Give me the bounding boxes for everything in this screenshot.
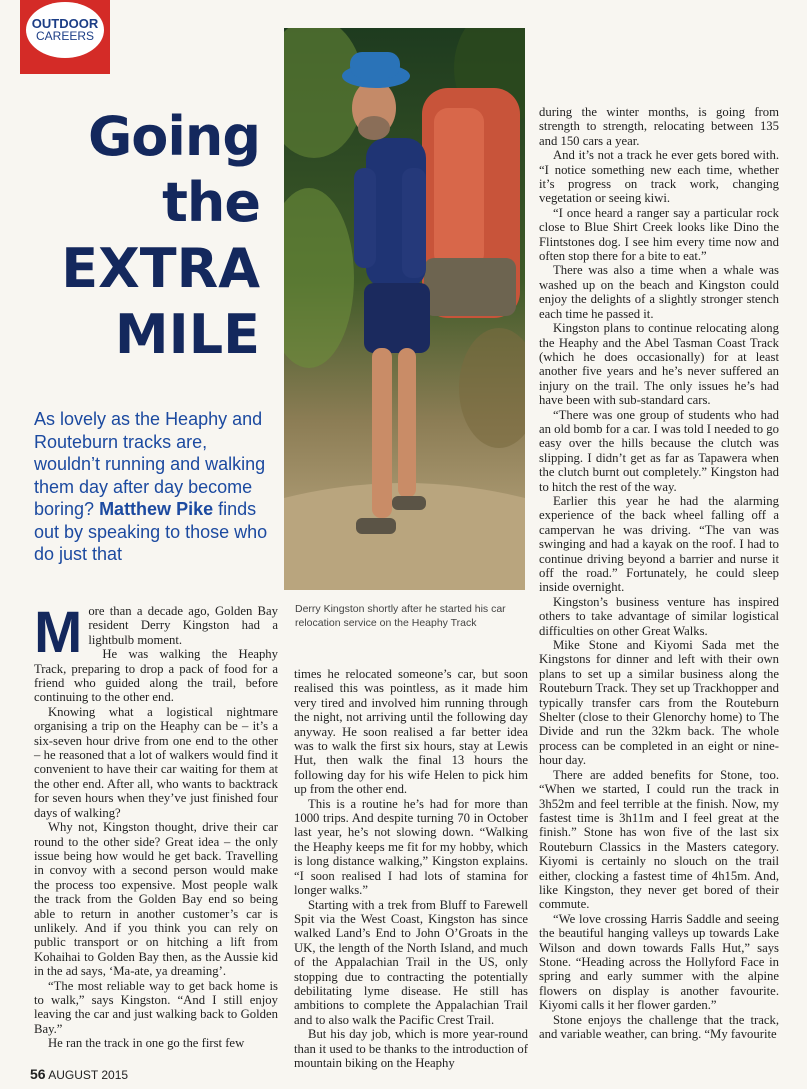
section-badge-line1: OUTDOOR	[31, 16, 99, 31]
headline-line1: Going	[87, 105, 260, 168]
paragraph: This is a routine he’s had for more than 1000 trips. And despite turning 70 in October last year, he’s not slowing down. “Walking the Heaphy keeps me fit for my hobby, which is long distance walking,” Kingston explains. “I soon realised I had lots of stamina for longer walks.”	[294, 796, 528, 898]
section-badge	[20, 0, 110, 74]
paragraph: times he relocated someone’s car, but soon realised this was pointless, as it made him very tired and involved him running through the night, not arriving until the following day anyway. He soon realised a far better idea was to walk the first six hours, stay at Lewis Hut, then walk the final 13 hours the following day for his wife Helen to pick him up from the other end.	[294, 667, 528, 797]
paragraph: There are added benefits for Stone, too. “When we started, I could run the track in 3h52m and feel terrible at the finish. Now, my fastest time is 3h11m and I feel great at the finish.” Stone has won five of the last six Routeburn Classics in the Masters category. Kiyomi is certainly no slouch on the trail either, clocking a fastest time of 4h15m. And, like Kingston, they never get bored of their commute.	[539, 767, 779, 912]
paragraph: “We love crossing Harris Saddle and seeing the beautiful hanging valleys up towards Lake Wilson and down towards Falls Hut,” says Stone. “Heading across the Hollyford Face in spring and early summer with the alpine flowers on display is another favourite. Kiyomi calls it her flower garden.”	[539, 911, 779, 1013]
issue-date: AUGUST 2015	[48, 1068, 129, 1082]
paragraph: But his day job, which is more year-round than it used to be thanks to the introduction of mountain biking on the Heaphy	[294, 1027, 528, 1070]
paragraph: He was walking the Heaphy Track, preparing to drop a pack of food for a friend who guided along the trail, before continuing to the other end.	[34, 647, 278, 705]
paragraph-text: ore than a decade ago, Golden Bay resident Derry Kingston had a lightbulb moment.	[88, 604, 278, 647]
paragraph: Knowing what a logistical nightmare organising a trip on the Heaphy can be – it’s a six-seven hour drive from one end to the other – he reasoned that a lot of walkers would find it convenient to have their car waiting for them at the other end. After all, who wants to backtrack for seven hours when they’ve just finished four days of walking?	[34, 704, 278, 820]
paragraph: Stone enjoys the challenge that the track, and variable weather, can bring. “My favourite	[539, 1012, 779, 1041]
paragraph: Why not, Kingston thought, drive their car round to the other side? Great idea – the only issue being how would he get back. Travelling in convoy with a second person would make the process too expensive. Most people walk the track from the Golden Bay end so being able to return in another customer’s car is unlikely. And if you think you can rely on public transport or on hitching a lift from Kohaihai to Golden Bay then, as the Aussie kid in the ad says, ‘Ma-ate, ya dreaming’.	[34, 820, 278, 979]
body-column-1	[34, 600, 278, 1051]
headline	[61, 104, 260, 368]
paragraph: “I once heard a ranger say a particular rock close to Blue Shirt Creek looks like Dino the Flintstones dog. I see him every time now and often stop there for a bite to eat.”	[539, 205, 779, 264]
paragraph: during the winter months, is going from strength to strength, relocating between 135 and 150 cars a year.	[539, 105, 779, 148]
section-badge-circle	[26, 2, 104, 58]
paragraph: “The most reliable way to get back home is to walk,” says Kingston. “And I still enjoy leaving the car and just walking back to Golden Bay.”	[34, 978, 278, 1036]
body-column-2	[294, 667, 528, 1070]
paragraph: Kingston’s business venture has inspired others to take advantage of similar logistical difficulties on other Great Walks.	[539, 594, 779, 638]
paragraph: Starting with a trek from Bluff to Farewell Spit via the West Coast, Kingston has since walked Land’s End to John O’Groats in the UK, the length of the North Island, and much of the Appalachian Trail in the US, only stopping due to contracting the potentially debilitating lyme disease. He still has ambitions to complete the Appalachian Trail and to also walk the Pacific Crest Trail.	[294, 897, 528, 1027]
body-column-3	[539, 105, 779, 1041]
paragraph	[34, 600, 278, 665]
paragraph: “There was one group of students who had an old bomb for a car. I was told I needed to go easy over the hills because the clutch was slipping. I didn’t get as far as Tapawera when the clutch burnt out completely.” Kingston had to hitch the rest of the way.	[539, 407, 779, 494]
paragraph: Kingston plans to continue relocating along the Heaphy and the Abel Tasman Coast Track (which he does occasionally) for at least another five years and he’s never suffered an injury on the trail. The only issues he’s had have been with sub-standard cars.	[539, 321, 779, 408]
standfirst	[34, 408, 274, 566]
headline-line4: MILE	[114, 303, 260, 366]
page-number: 56	[30, 1066, 46, 1082]
standfirst-tail: finds out by speaking to those who do just that	[34, 499, 268, 564]
drop-cap: M	[34, 600, 83, 665]
photo-caption: Derry Kingston shortly after he started his car relocation service on the Heaphy Track	[295, 603, 506, 629]
paragraph: He ran the track in one go the first few	[48, 1036, 245, 1051]
hiker-photo	[284, 28, 525, 590]
headline-line3: EXTRA	[61, 237, 260, 300]
headline-line2: the	[162, 171, 260, 234]
paragraph: And it’s not a track he ever gets bored with. “I notice something new each time, whether it’s progress on track work, changing vegetation or seeing kiwi.	[539, 148, 779, 206]
standfirst-lead: As lovely as the Heaphy and Routeburn tracks are, wouldn’t running and walking them day after day become boring?	[34, 409, 266, 519]
folio	[30, 1066, 128, 1082]
paragraph: There was also a time when a whale was washed up on the beach and Kingston could enjoy the delights of a slightly stronger stench each time he passed it.	[539, 263, 779, 321]
paragraph: Earlier this year he had the alarming experience of the back wheel falling off a campervan he was driving. “The van was swinging and had a kayak on the roof. I had to continue driving beyond a barrier and nurse it off the road.” Fortunately, he could sleep inside overnight.	[539, 493, 779, 595]
standfirst-author: Matthew Pike	[99, 499, 214, 519]
section-badge-line2: CAREERS	[35, 29, 94, 43]
paragraph: Mike Stone and Kiyomi Sada met the Kingstons for dinner and left with their own plans to set up a similar business along the Routeburn Track. They set up Trackhopper and typically transfer cars from the Routeburn Shelter (close to their Glenorchy home) to The Divide and run the 32km back. The whole process can be completed in an eight or nine-hour day.	[539, 638, 779, 768]
